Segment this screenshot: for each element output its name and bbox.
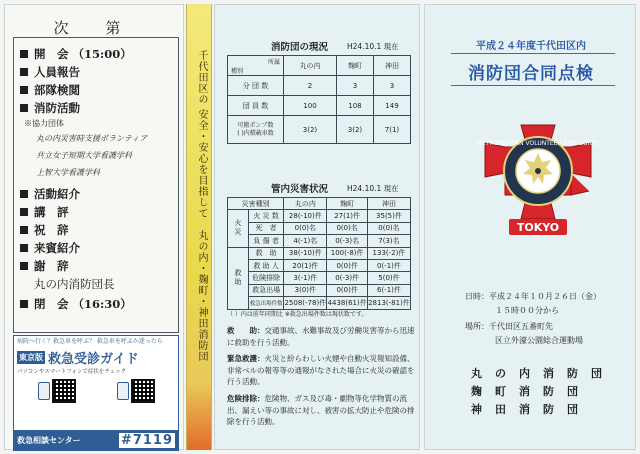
table-row: 可搬ポンプ数 ( )内積載車数 3(2) 3(2) 7(1) (228, 116, 411, 144)
program-item: 祝 辞 (20, 222, 69, 238)
description-emergency: 緊急救護：火災と紛らわしい火煙や自動火災報知設備、非常ベルの報等等の通報がなされた場合に火災の確認を行う活動。 (227, 354, 415, 386)
description-rescue: 救 助：交通事故、水難事故及び労働災害等から迅速に救助を行う活動。 (227, 326, 415, 347)
table-note: （ ）内は前年同期比 ※救急出場件数は現状数です。 (227, 311, 368, 318)
qr-code (131, 379, 155, 403)
event-place: 場所：千代田区五番町先 (465, 322, 553, 331)
status-panel (214, 4, 420, 450)
banner-title: 救急受診ガイド (48, 352, 139, 367)
table-row: 火災 火 災 数 28(-10)件 27(1)件 35(5)件 (228, 210, 411, 222)
program-item: 閉 会 （16:30） (20, 296, 132, 312)
phone-icon (38, 382, 50, 400)
emergency-guide-banner (13, 335, 179, 451)
fire-corps-emblem-icon (476, 123, 600, 249)
program-panel (4, 4, 184, 450)
event-subtitle: 平成２４年度千代田区内 (476, 41, 586, 52)
program-item: 来賓紹介 (20, 240, 80, 256)
disasters-date: H24.10.1 現在 (347, 184, 399, 193)
smartphone-icon (117, 382, 129, 400)
members-table (227, 55, 411, 144)
program-item: 人員報告 (20, 64, 80, 80)
table-row: 救急出場 3(0)件 0(0)件 6(-1)件 (228, 284, 411, 296)
slogan-strip (186, 4, 212, 450)
program-item: 部隊検閲 (20, 82, 80, 98)
banner-footer (14, 430, 178, 450)
program-item: 活動紹介 (20, 186, 80, 202)
members-title: 消防団の現況 (271, 42, 329, 53)
program-title: 次 第 (53, 19, 137, 37)
table-row: 救急出場件数 2508(-78)件 4438(61)件 2813(-81)件 (228, 297, 411, 309)
event-panel (424, 4, 636, 450)
banner-small-text: パソコンやスマートフォンで症状をチェック (17, 369, 127, 375)
event-date: 日時：平成２４年１０月２６日（金） (465, 292, 601, 301)
column-header: 災害種別 (228, 198, 284, 210)
disasters-table (227, 197, 411, 310)
program-item: 謝 辞 (20, 258, 69, 274)
column-header: 神田 (367, 198, 410, 210)
program-item: 講 評 (20, 204, 69, 220)
qr-code (52, 379, 76, 403)
banner-footer-name: 救急相談センター (17, 435, 81, 445)
table-corner: 所属 種別 (228, 56, 284, 76)
banner-tag: 東京版 (19, 353, 43, 362)
description-hazard: 危険排除：危険物、ガス及び毒・劇物等化学物質の流出、漏えい等の事故に対し、被害の拡大防止や危険の排除を行う活動。 (227, 394, 415, 426)
column-header: 神田 (373, 56, 410, 76)
cooperation-org: 共立女子短期大学看護学科 (36, 151, 132, 160)
emblem-ring-text: METROPOLITAN VOLUNTEER FIRE CORPS (476, 140, 600, 147)
program-item: 消防活動 (20, 100, 80, 116)
event-place-detail: 区立外濠公園総合運動場 (495, 336, 583, 345)
slogan-text: 千代田区の 安全・安心を目指して 丸の内・麹町・神田消防団 (196, 50, 207, 363)
cooperation-label: ※協力団体 (24, 119, 64, 128)
table-row: 救助 救 助 38(-10)件 100(-8)件 133(-2)件 (228, 247, 411, 259)
table-row: 死 者 0(0)名 0(0)名 0(0)名 (228, 222, 411, 234)
divider (451, 85, 615, 86)
emblem-city: TOKYO (516, 221, 560, 234)
program-list (13, 37, 179, 333)
cooperation-org: 丸の内災害時支援ボランティア (36, 134, 148, 143)
organizer: 麹町消防団 (471, 385, 591, 398)
table-row: 危険排除 3(-1)件 0(-3)件 5(0)件 (228, 272, 411, 284)
divider (451, 53, 615, 54)
table-row: 団 員 数 100 108 149 (228, 96, 411, 116)
column-header: 丸の内 (284, 56, 337, 76)
column-header: 丸の内 (284, 198, 327, 210)
cooperation-org: 上智大学看護学科 (36, 168, 100, 177)
organizer: 丸の内消防団 (471, 367, 615, 380)
column-header: 麹町 (327, 198, 368, 210)
program-item: 開 会 （15:00） (20, 46, 132, 62)
event-title: 消防団合同点検 (468, 64, 594, 84)
table-row: 負 傷 者 4(-1)名 0(-3)名 7(3)名 (228, 235, 411, 247)
column-header: 麹町 (336, 56, 373, 76)
thanks-person: 丸の内消防団長 (34, 277, 115, 291)
table-row: 分 団 数 2 3 3 (228, 76, 411, 96)
banner-footer-number: #7119 (120, 432, 173, 448)
members-date: H24.10.1 現在 (347, 42, 399, 51)
event-time: １５時００分から (495, 306, 559, 315)
disasters-title: 管内災害状況 (271, 184, 329, 195)
banner-top-text: 病院へ行く？救急車を呼ぶ？ 救急車を呼ぶか迷ったら (17, 338, 163, 345)
table-row: 救 助 人 20(1)件 0(0)件 0(-1)件 (228, 259, 411, 271)
organizer: 神田消防団 (471, 403, 591, 416)
